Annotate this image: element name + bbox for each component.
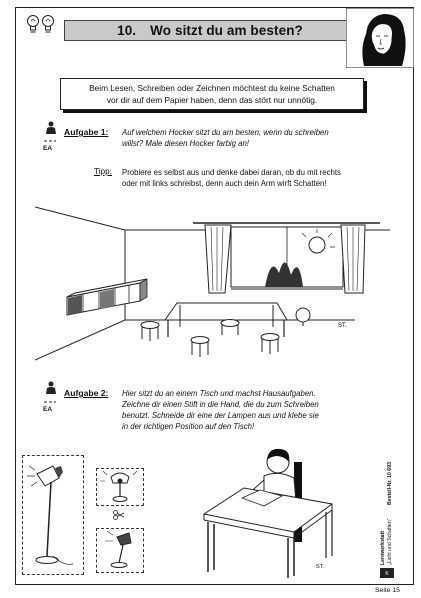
- task2-text: [122, 388, 319, 432]
- stool: [141, 322, 159, 342]
- cutout-desk-lamp-arm[interactable]: [96, 528, 144, 573]
- task2-label: Aufgabe 2:: [64, 388, 109, 398]
- task1-text: [122, 127, 329, 149]
- sidebar-publisher: Lernwerkstatt: [380, 530, 386, 565]
- task2-line: in der richtigen Position auf den Tisch!: [122, 422, 255, 431]
- desk-lamp-drawing: [97, 469, 143, 505]
- room-illustration: [35, 185, 390, 370]
- light-bulb-icon: [26, 14, 40, 36]
- student-figure-icon: [44, 381, 58, 395]
- stool: [191, 337, 209, 358]
- stool: [261, 334, 279, 355]
- exercise-number: 10.: [117, 23, 137, 38]
- arm-lamp-drawing: [97, 529, 143, 572]
- ea-label: EA: [43, 406, 53, 413]
- bookshelf: [67, 279, 147, 315]
- floor-lamp-drawing: [23, 456, 83, 574]
- task1-line: Auf welchem Hocker sitzt du am besten, wenn du schreiben: [122, 128, 329, 137]
- portrait-illustration: [346, 8, 414, 68]
- task2-line: Zeichne dir einen Stift in die Hand, die du zum Schreiben: [122, 400, 319, 409]
- scissors-icon: [113, 510, 125, 520]
- publisher-logo-icon: [380, 568, 394, 578]
- sidebar-order: Bestell-Nr. 10 693: [387, 462, 393, 505]
- task1-line: willst? Male diesen Hocker farbig an!: [122, 139, 249, 148]
- stool: [221, 320, 239, 336]
- tip-line: Probiere es selbst aus und denke dabei daran, ob du mit rechts: [122, 168, 341, 177]
- publisher-sidebar: [374, 420, 400, 580]
- signature: ST.: [338, 323, 347, 329]
- intro-line: vor dir auf dem Papier haben, denn das stört nur unnötig.: [106, 95, 318, 105]
- cutout-desk-lamp-small[interactable]: [96, 468, 144, 506]
- student-figure-icon: [44, 121, 58, 135]
- tip-label: Tipp:: [94, 167, 112, 176]
- svg-text:K: K: [385, 571, 389, 577]
- sidebar-product: „Licht und Schatten“: [387, 518, 393, 565]
- task2-line: benutzt. Schneide dir eine der Lampen aus und klebe sie: [122, 411, 319, 420]
- ea-divider: [43, 400, 57, 404]
- page-title: [64, 20, 356, 41]
- task2-line: Hier sitzt du an einem Tisch und machst Hausaufgaben.: [122, 389, 316, 398]
- task1-label: Aufgabe 1:: [64, 127, 109, 137]
- ea-divider: [43, 139, 57, 143]
- intro-box: [60, 78, 364, 110]
- student-desk-illustration: [198, 432, 333, 580]
- floor-lamp: [296, 308, 310, 326]
- page-number: Seite 15: [375, 587, 400, 594]
- intro-line: Beim Lesen, Schreiben oder Zeichnen möchtest du keine Schatten: [89, 83, 335, 93]
- exercise-title: Wo sitzt du am besten?: [150, 23, 303, 38]
- cutout-floor-lamp[interactable]: [22, 455, 84, 575]
- tip-line: oder mit links schreibst, denn auch dein Arm wirft Schatten!: [122, 179, 327, 188]
- light-bulb-icon: [41, 14, 55, 36]
- ea-label: EA: [43, 145, 53, 152]
- signature: ST.: [316, 564, 324, 570]
- window: [193, 223, 380, 293]
